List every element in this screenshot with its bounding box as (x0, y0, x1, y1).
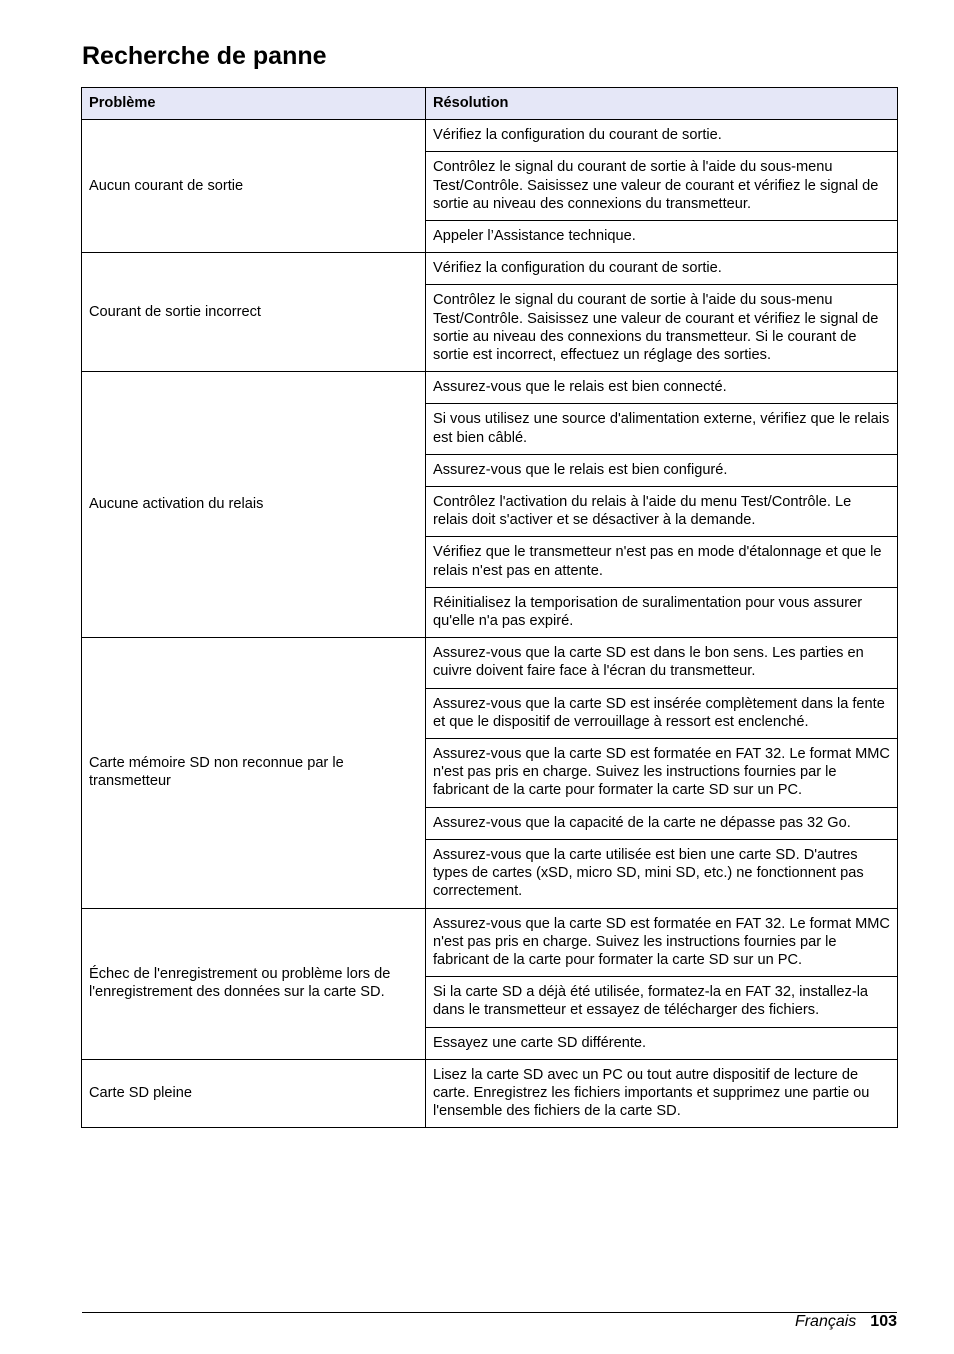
problem-cell: Courant de sortie incorrect (82, 253, 426, 372)
table-row (82, 120, 898, 152)
column-header-resolution: Résolution (426, 88, 898, 120)
resolution-cell: Assurez-vous que le relais est bien connecté. (426, 372, 898, 404)
resolution-cell: Réinitialisez la temporisation de suralimentation pour vous assurer qu'elle n'a pas expiré. (426, 587, 898, 637)
problem-cell: Échec de l'enregistrement ou problème lors de l'enregistrement des données sur la carte SD. (82, 908, 426, 1059)
resolution-cell: Assurez-vous que la carte SD est formatée en FAT 32. Le format MMC n'est pas pris en charge. Suivez les instructions fournies par le fabricant de la carte pour formater la carte SD sur un PC. (426, 908, 898, 977)
resolution-cell: Essayez une carte SD différente. (426, 1027, 898, 1059)
resolution-cell: Vérifiez que le transmetteur n'est pas en mode d'étalonnage et que le relais n'est pas en attente. (426, 537, 898, 587)
table-body (82, 120, 898, 1128)
resolution-cell: Assurez-vous que la carte SD est formatée en FAT 32. Le format MMC n'est pas pris en charge. Suivez les instructions fournies par le fabricant de la carte pour formater la carte SD sur un PC. (426, 739, 898, 808)
resolution-cell: Appeler l’Assistance technique. (426, 221, 898, 253)
table-row (82, 908, 898, 977)
table-row (82, 1059, 898, 1128)
resolution-cell: Si vous utilisez une source d'alimentation externe, vérifiez que le relais est bien câblé. (426, 404, 898, 454)
table-row (82, 638, 898, 688)
page-title: Recherche de panne (82, 42, 327, 70)
resolution-cell: Contrôlez l'activation du relais à l'aide du menu Test/Contrôle. Le relais doit s'activer et se désactiver à la demande. (426, 487, 898, 537)
footer-rule (82, 1312, 897, 1313)
footer-language: Français (794, 1313, 857, 1330)
resolution-cell: Contrôlez le signal du courant de sortie à l'aide du sous-menu Test/Contrôle. Saisissez une valeur de courant et vérifiez le signal de sortie au niveau des connexions du transmetteur. (426, 152, 898, 221)
resolution-cell: Vérifiez la configuration du courant de sortie. (426, 120, 898, 152)
resolution-cell: Assurez-vous que le relais est bien configuré. (426, 454, 898, 486)
resolution-cell: Vérifiez la configuration du courant de sortie. (426, 253, 898, 285)
resolution-cell: Assurez-vous que la carte SD est dans le bon sens. Les parties en cuivre doivent faire face à l'écran du transmetteur. (426, 638, 898, 688)
table-row (82, 253, 898, 285)
problem-cell: Carte SD pleine (82, 1059, 426, 1128)
page-footer (795, 1312, 897, 1332)
problem-cell: Aucun courant de sortie (82, 120, 426, 253)
resolution-cell: Assurez-vous que la carte utilisée est bien une carte SD. D'autres types de cartes (xSD, micro SD, mini SD, etc.) ne fonctionnent pas correctement. (426, 839, 898, 908)
resolution-cell: Si la carte SD a déjà été utilisée, formatez-la en FAT 32, installez-la dans le transmetteur et essayez de télécharger des fichiers. (426, 977, 898, 1027)
problem-cell: Carte mémoire SD non reconnue par le transmetteur (82, 638, 426, 908)
troubleshooting-table (81, 87, 898, 1128)
resolution-cell: Contrôlez le signal du courant de sortie à l'aide du sous-menu Test/Contrôle. Saisissez une valeur de courant et vérifiez le signal de sortie au niveau des connexions du transmetteur. Si le courant de sortie est incorrect, effectuez un réglage des sorties. (426, 285, 898, 372)
table-row (82, 372, 898, 404)
resolution-cell: Assurez-vous que la capacité de la carte ne dépasse pas 32 Go. (426, 807, 898, 839)
page-number: 103 (870, 1313, 897, 1330)
resolution-cell: Lisez la carte SD avec un PC ou tout autre dispositif de lecture de carte. Enregistrez les fichiers importants et supprimez une partie ou l'ensemble des fichiers de la carte SD. (426, 1059, 898, 1128)
column-header-problem: Problème (82, 88, 426, 120)
resolution-cell: Assurez-vous que la carte SD est insérée complètement dans la fente et que le dispositif de verrouillage à ressort est enclenché. (426, 688, 898, 738)
problem-cell: Aucune activation du relais (82, 372, 426, 638)
table-header-row (82, 88, 898, 120)
